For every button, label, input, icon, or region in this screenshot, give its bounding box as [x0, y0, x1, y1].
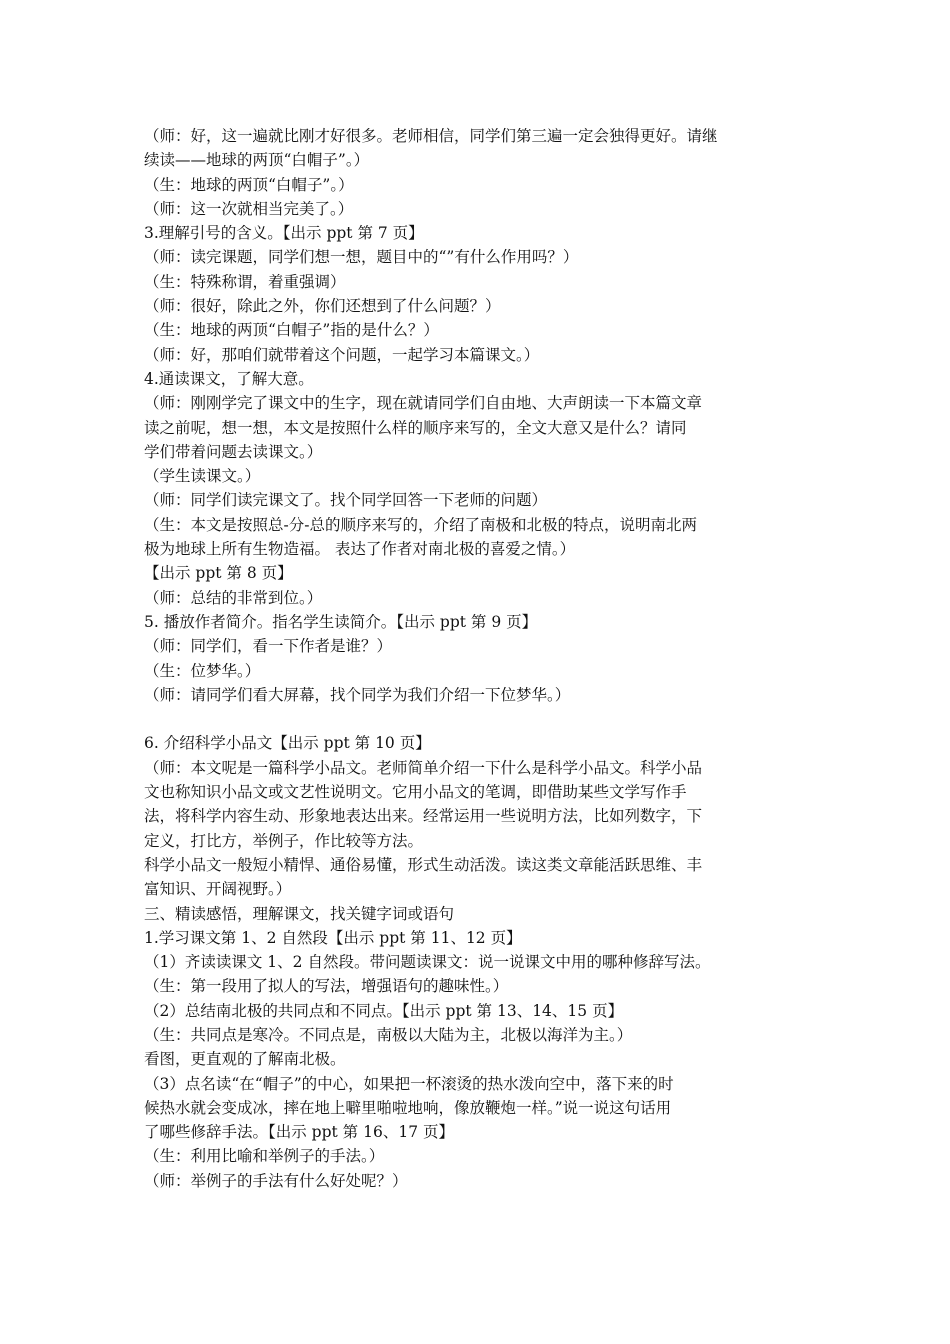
text-line: （生：第一段用了拟人的写法，增强语句的趣味性。）	[144, 977, 509, 996]
text-line: （师：读完课题，同学们想一想，题目中的“”有什么作用吗？）	[144, 248, 579, 267]
text-line: （师：很好，除此之外，你们还想到了什么问题？）	[144, 297, 501, 316]
text-line: （1）齐读读课文 1、2 自然段。带问题读课文：说一说课文中用的哪种修辞写法。	[144, 953, 711, 972]
text-line: （生：地球的两顶“白帽子”指的是什么？）	[144, 321, 439, 340]
text-line: （生：共同点是寒冷。不同点是，南极以大陆为主，北极以海洋为主。）	[144, 1025, 633, 1044]
text-line: （师：同学们，看一下作者是谁？）	[144, 637, 393, 656]
text-line: 读之前呢，想一想，本文是按照什么样的顺序来写的，全文大意又是什么？请同	[144, 418, 687, 437]
text-line: 候热水就会变成冰，摔在地上噼里啪啦地响，像放鞭炮一样。”说一说这句话用	[144, 1098, 672, 1117]
text-line: （师：刚刚学完了课文中的生字，现在就请同学们自由地、大声朗读一下本篇文章	[144, 394, 703, 413]
blank-line	[144, 707, 812, 731]
text-line: 学们带着问题去读课文。）	[144, 442, 323, 461]
text-line: （生：利用比喻和举例子的手法。）	[144, 1147, 385, 1166]
text-line: 6. 介绍科学小品文【出示 ppt 第 10 页】	[144, 734, 431, 753]
text-line: 定义，打比方，举例子，作比较等方法。	[144, 831, 424, 850]
text-line: （2）总结南北极的共同点和不同点。【出示 ppt 第 13、14、15 页】	[144, 1001, 624, 1020]
text-line: （师：请同学们看大屏幕，找个同学为我们介绍一下位梦华。）	[144, 685, 571, 704]
text-line: （师：本文呢是一篇科学小品文。老师简单介绍一下什么是科学小品文。科学小品	[144, 758, 703, 777]
text-line: 极为地球上所有生物造福。 表达了作者对南北极的喜爱之情。）	[144, 540, 576, 559]
text-line: （师：同学们读完课文了。找个同学回答一下老师的问题）	[144, 491, 548, 510]
text-line: 看图，更直观的了解南北极。	[144, 1050, 346, 1069]
text-line: 3.理解引号的含义。【出示 ppt 第 7 页】	[144, 224, 424, 243]
text-line: （生：位梦华。）	[144, 661, 261, 680]
text-line: （师：好，那咱们就带着这个问题，一起学习本篇课文。）	[144, 345, 540, 364]
text-line: 续读——地球的两顶“白帽子”。）	[144, 151, 370, 170]
text-line: （师：举例子的手法有什么好处呢？）	[144, 1171, 408, 1190]
text-line: （3）点名读“在“帽子”的中心，如果把一杯滚烫的热水泼向空中，落下来的时	[144, 1074, 674, 1093]
text-line: 文也称知识小品文或文艺性说明文。它用小品文的笔调，即借助某些文学写作手	[144, 783, 687, 802]
text-line: 5. 播放作者简介。指名学生读简介。【出示 ppt 第 9 页】	[144, 612, 538, 631]
text-line: （生：地球的两顶“白帽子”。）	[144, 175, 354, 194]
text-line: （师：好，这一遍就比刚才好很多。老师相信，同学们第三遍一定会独得更好。请继	[144, 127, 718, 145]
text-line: （生：特殊称谓，着重强调）	[144, 272, 346, 291]
text-line: 了哪些修辞手法。【出示 ppt 第 16、17 页】	[144, 1123, 454, 1142]
text-line: 1.学习课文第 1、2 自然段【出示 ppt 第 11、12 页】	[144, 928, 522, 947]
text-line: 科学小品文一般短小精悍、通俗易懂，形式生动活泼。读这类文章能活跃思维、丰	[144, 855, 703, 874]
document-body	[144, 124, 812, 1193]
text-line: （学生读课文。）	[144, 467, 261, 486]
text-line: （师：总结的非常到位。）	[144, 588, 323, 607]
text-line: （生：本文是按照总-分-总的顺序来写的，介绍了南极和北极的特点，说明南北两	[144, 515, 697, 534]
text-line: 富知识、开阔视野。）	[144, 880, 292, 899]
text-line: 【出示 ppt 第 8 页】	[144, 564, 293, 583]
text-line: 4.通读课文，了解大意。	[144, 369, 314, 388]
text-line: 法，将科学内容生动、形象地表达出来。经常运用一些说明方法，比如列数字，下	[144, 807, 703, 826]
text-line: 三、精读感悟，理解课文，找关键字词或语句	[144, 904, 455, 923]
text-line: （师：这一次就相当完美了。）	[144, 199, 354, 218]
